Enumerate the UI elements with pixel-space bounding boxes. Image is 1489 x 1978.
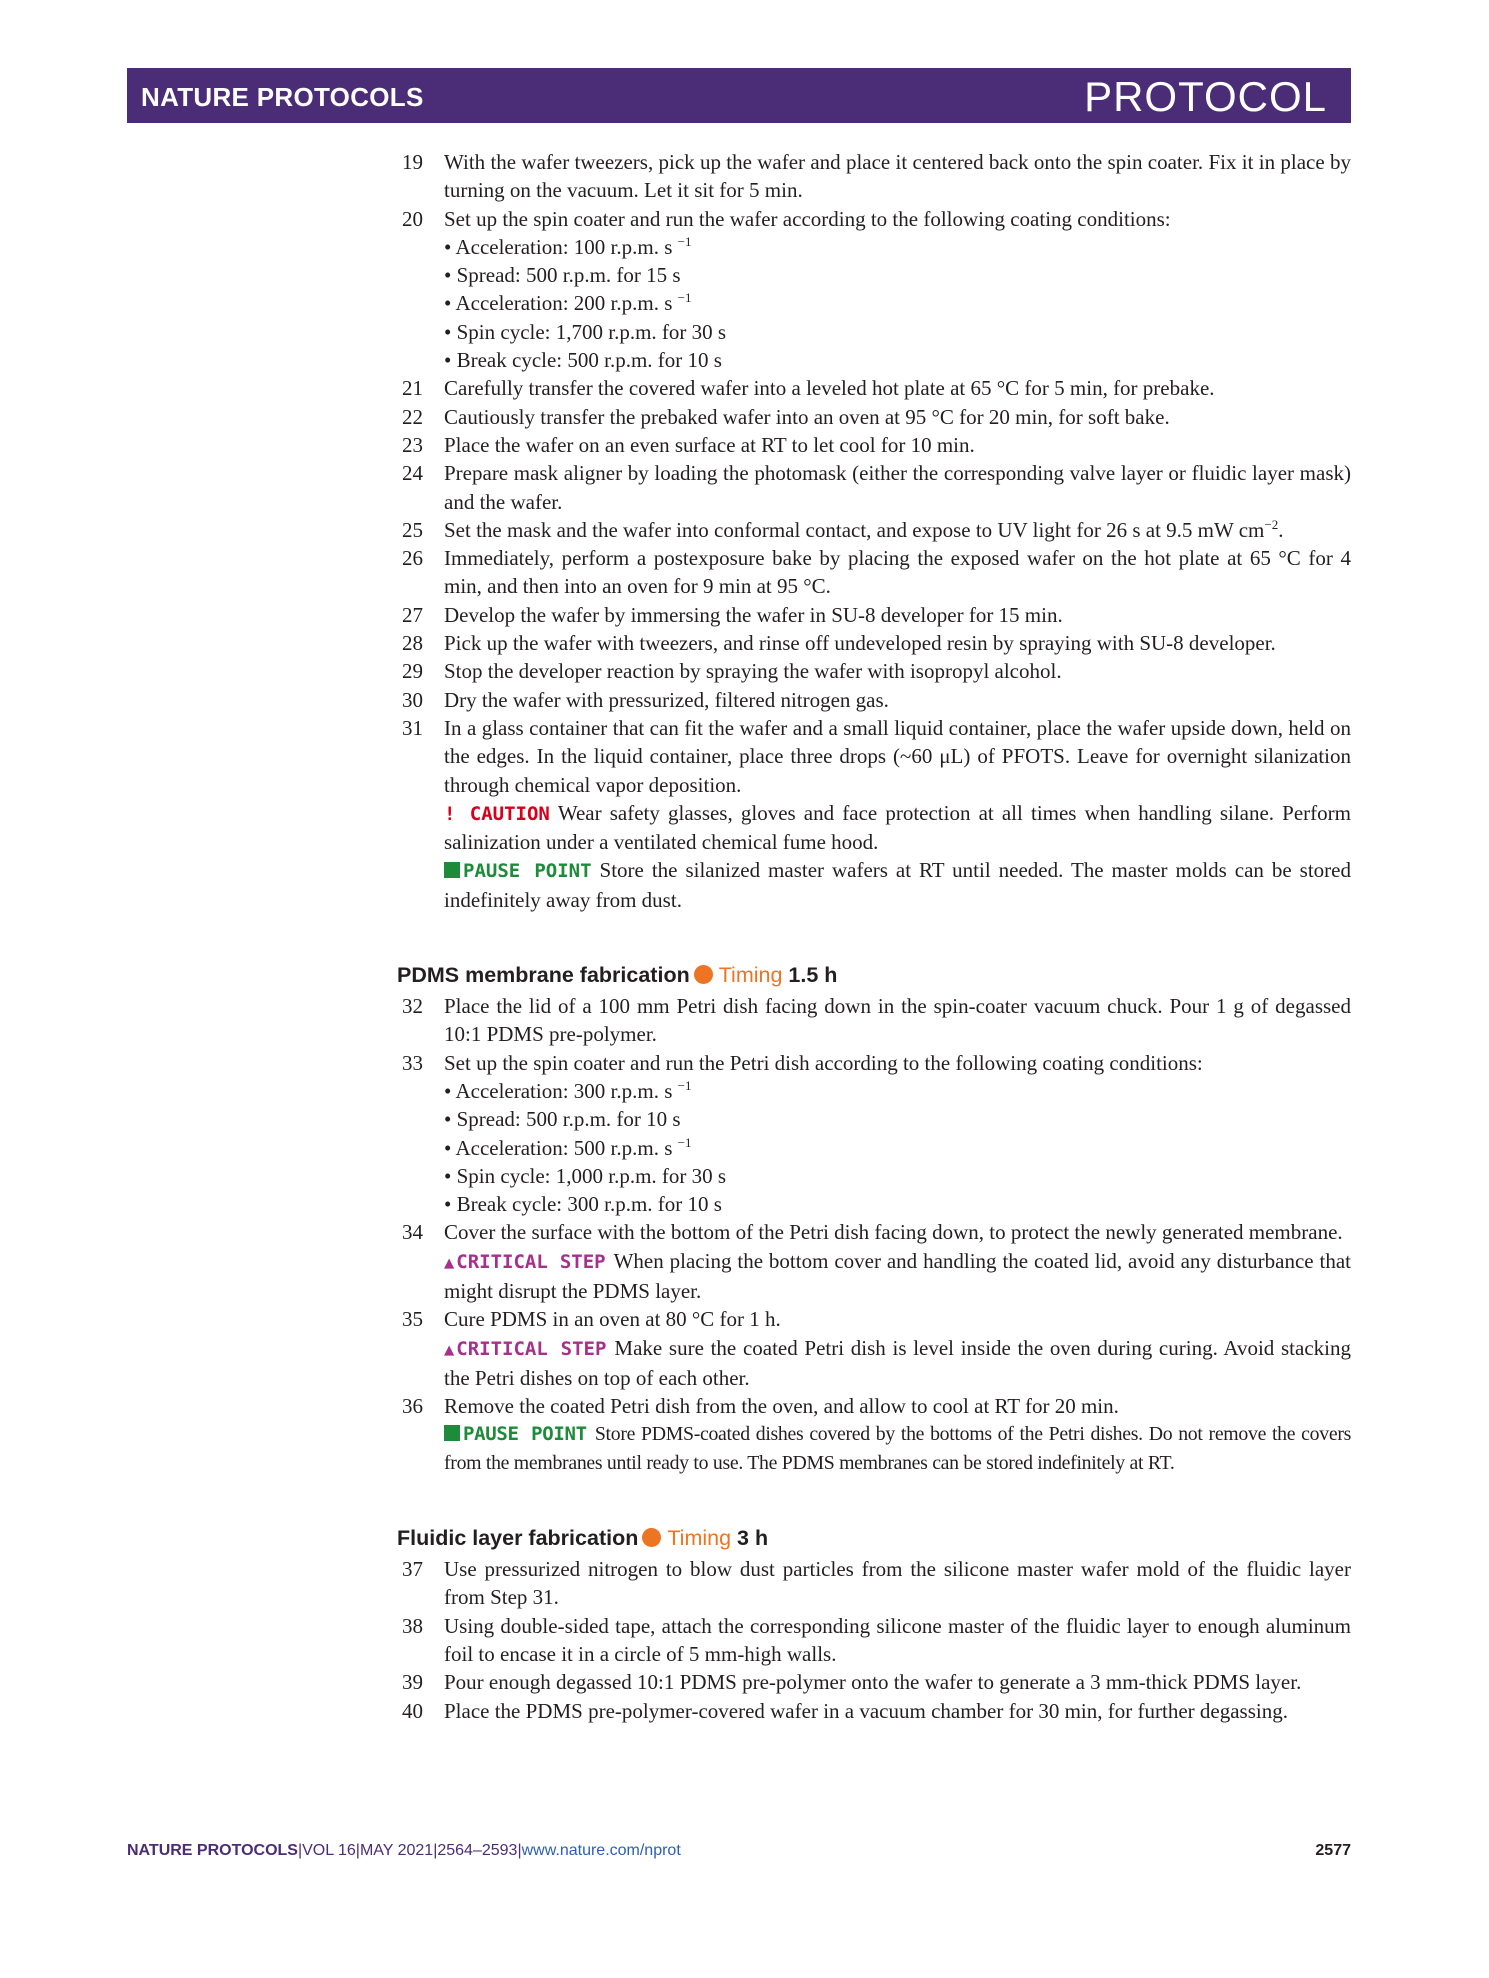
step-23: 23 Place the wafer on an even surface at RT to let cool for 10 min.: [402, 432, 975, 457]
step-34: 34 Cover the surface with the bottom of the Petri dish facing down, to protect the newly generated membrane. ▲ CRITICAL STEP When placing the bottom cover and handling the coated lid, avoid any disturbance that might disrupt the PDMS layer.: [397, 1218, 1351, 1305]
critical-step-note: ▲ CRITICAL STEP When placing the bottom cover and handling the coated lid, avoid any disturbance that might disrupt the PDMS layer.: [444, 1248, 1351, 1303]
list-item: • Acceleration: 100 r.p.m. s $^{-1}$: [444, 233, 1351, 261]
step-32: 32 Place the lid of a 100 mm Petri dish facing down in the spin-coater vacuum chuck. Pour 1 g of degassed 10:1 PDMS pre-polymer.: [402, 994, 1351, 1047]
list-item: • Acceleration: 300 r.p.m. s $^{-1}$: [444, 1077, 1351, 1105]
footer-pages: 2564–2593: [437, 1842, 518, 1859]
timing-dot-icon: [694, 965, 713, 984]
triangle-icon: ▲: [444, 1339, 455, 1360]
footer-url-link[interactable]: www.nature.com/nprot: [521, 1842, 681, 1859]
list-item: • Spread: 500 r.p.m. for 10 s: [444, 1105, 1351, 1133]
triangle-icon: ▲: [444, 1252, 455, 1273]
step-37: 37 Use pressurized nitrogen to blow dust particles from the silicone master wafer mold of the fluidic layer from Step 31.: [402, 1557, 1351, 1610]
step-38: 38 Using double-sided tape, attach the corresponding silicone master of the fluidic layer to enough aluminum foil to encase it in a circle of 5 mm-high walls.: [402, 1613, 1351, 1666]
list-item: • Spin cycle: 1,000 r.p.m. for 30 s: [444, 1162, 1351, 1190]
pause-square-icon: [444, 862, 460, 878]
pause-point-note: PAUSE POINT Store PDMS-coated dishes covered by the bottoms of the Petri dishes. Do not remove the covers from the membranes until ready to use. The PDMS membranes can be stored indefinitely at RT.: [444, 1423, 1352, 1474]
list-item: • Break cycle: 500 r.p.m. for 10 s: [444, 346, 1351, 374]
step-22: 22 Cautiously transfer the prebaked wafer into an oven at 95 °C for 20 min, for soft bake.: [402, 404, 1170, 429]
step-31: 31 In a glass container that can fit the wafer and a small liquid container, place the wafer upside down, held on the edges. In the liquid container, place three drops (~60 μL) of PFOTS. Leave for overnight silanization through chemical vapor deposition. ! CAUTION Wear safety glasses, gloves and face protection at all times when handling silane. Perform salinization under a ventilated chemical fume hood. PAUSE POINT Store the silanized master wafers at RT until needed. The master molds can be stored indefinitely away from dust.: [397, 714, 1351, 914]
list-item: • Spin cycle: 1,700 r.p.m. for 30 s: [444, 318, 1351, 346]
protocol-body: [397, 148, 1351, 1725]
critical-label: ▲ CRITICAL STEP: [444, 1338, 606, 1360]
footer-journal: NATURE PROTOCOLS: [127, 1842, 298, 1859]
pause-point-note: PAUSE POINT Store the silanized master wafers at RT until needed. The master molds can be stored indefinitely away from dust.: [444, 858, 1351, 912]
page-footer: NATURE PROTOCOLS|VOL 16|MAY 2021|2564–2593|www.nature.com/nprot 2577: [127, 1842, 1351, 1859]
pause-label: PAUSE POINT: [463, 1423, 587, 1446]
critical-label: ▲ CRITICAL STEP: [444, 1251, 606, 1273]
list-item: • Break cycle: 300 r.p.m. for 10 s: [444, 1190, 1351, 1218]
timing-dot-icon: [642, 1528, 661, 1547]
step-27: 27 Develop the wafer by immersing the wafer in SU-8 developer for 15 min.: [402, 602, 1063, 627]
pause-square-icon: [444, 1425, 460, 1441]
pause-label: PAUSE POINT: [463, 860, 592, 883]
step-29: 29 Stop the developer reaction by spraying the wafer with isopropyl alcohol.: [402, 659, 1062, 684]
critical-step-note: ▲ CRITICAL STEP Make sure the coated Petri dish is level inside the oven during curing. Avoid stacking the Petri dishes on top of each other.: [444, 1335, 1351, 1390]
list-item: • Acceleration: 500 r.p.m. s $^{-1}$: [444, 1134, 1351, 1162]
step-25: 25 Set the mask and the wafer into conformal contact, and expose to UV light for 26 s at 9.5 mW $cm^{-2}$.: [402, 516, 1284, 542]
article-type: PROTOCOL: [1084, 73, 1327, 120]
step-28: 28 Pick up the wafer with tweezers, and rinse off undeveloped resin by spraying with SU-8 developer.: [402, 631, 1276, 656]
step-19: 19 With the wafer tweezers, pick up the wafer and place it centered back onto the spin coater. Fix it in place by turning on the vacuum. Let it sit for 5 min.: [402, 150, 1351, 203]
page-header: [127, 68, 1351, 123]
footer-date: MAY 2021: [359, 1842, 434, 1859]
step-30: 30 Dry the wafer with pressurized, filtered nitrogen gas.: [402, 687, 889, 712]
step-20: 20 Set up the spin coater and run the wafer according to the following coating conditions: • Acceleration: 100 r.p.m. s $^{-1}$ • Spread: 500 r.p.m. for 15 s • Acceleration: 200 r.p.m. s $^{-1}$ • Spin cycle: 1,700 r.p.m. for 30 s • Break cycle: 500 r.p.m. for 10 s: [397, 205, 1351, 375]
step-24: 24 Prepare mask aligner by loading the photomask (either the corresponding valve layer or fluidic layer mask) and the wafer.: [402, 461, 1351, 514]
page-number: 2577: [1315, 1842, 1351, 1859]
list-item: • Spread: 500 r.p.m. for 15 s: [444, 261, 1351, 289]
caution-label: ! CAUTION: [444, 802, 550, 825]
journal-name: NATURE PROTOCOLS: [141, 82, 424, 112]
step-26: 26 Immediately, perform a postexposure bake by placing the exposed wafer on the hot plate at 65 °C for 4 min, and then into an oven for 9 min at 95 °C.: [402, 546, 1351, 599]
step-36: 36 Remove the coated Petri dish from the oven, and allow to cool at RT for 20 min. PAUSE POINT Store PDMS-coated dishes covered by the bottoms of the Petri dishes. Do not remove the covers from the membranes until ready to use. The PDMS membranes can be stored indefinitely at RT.: [397, 1392, 1351, 1477]
step-33: 33 Set up the spin coater and run the Petri dish according to the following coating conditions: • Acceleration: 300 r.p.m. s $^{-1}$ • Spread: 500 r.p.m. for 10 s • Acceleration: 500 r.p.m. s $^{-1}$ • Spin cycle: 1,000 r.p.m. for 30 s • Break cycle: 300 r.p.m. for 10 s: [397, 1049, 1351, 1219]
step-35: 35 Cure PDMS in an oven at 80 °C for 1 h. ▲ CRITICAL STEP Make sure the coated Petri dish is level inside the oven during curing. Avoid stacking the Petri dishes on top of each other.: [397, 1305, 1351, 1392]
section-heading-fluidic: Fluidic layer fabrication Timing 3 h: [397, 1526, 769, 1551]
step-21: 21 Carefully transfer the covered wafer into a leveled hot plate at 65 °C for 5 min, for prebake.: [402, 376, 1215, 401]
section-heading-pdms: PDMS membrane fabrication Timing 1.5 h: [397, 963, 838, 988]
list-item: • Acceleration: 200 r.p.m. s $^{-1}$: [444, 289, 1351, 317]
step-40: 40 Place the PDMS pre-polymer-covered wafer in a vacuum chamber for 30 min, for further degassing.: [402, 1698, 1288, 1723]
footer-volume: VOL 16: [302, 1842, 356, 1859]
step-39: 39 Pour enough degassed 10:1 PDMS pre-polymer onto the wafer to generate a 3 mm-thick PDMS layer.: [402, 1670, 1302, 1695]
caution-note: ! CAUTION Wear safety glasses, gloves and face protection at all times when handling silane. Perform salinization under a ventilated chemical fume hood.: [444, 800, 1351, 855]
